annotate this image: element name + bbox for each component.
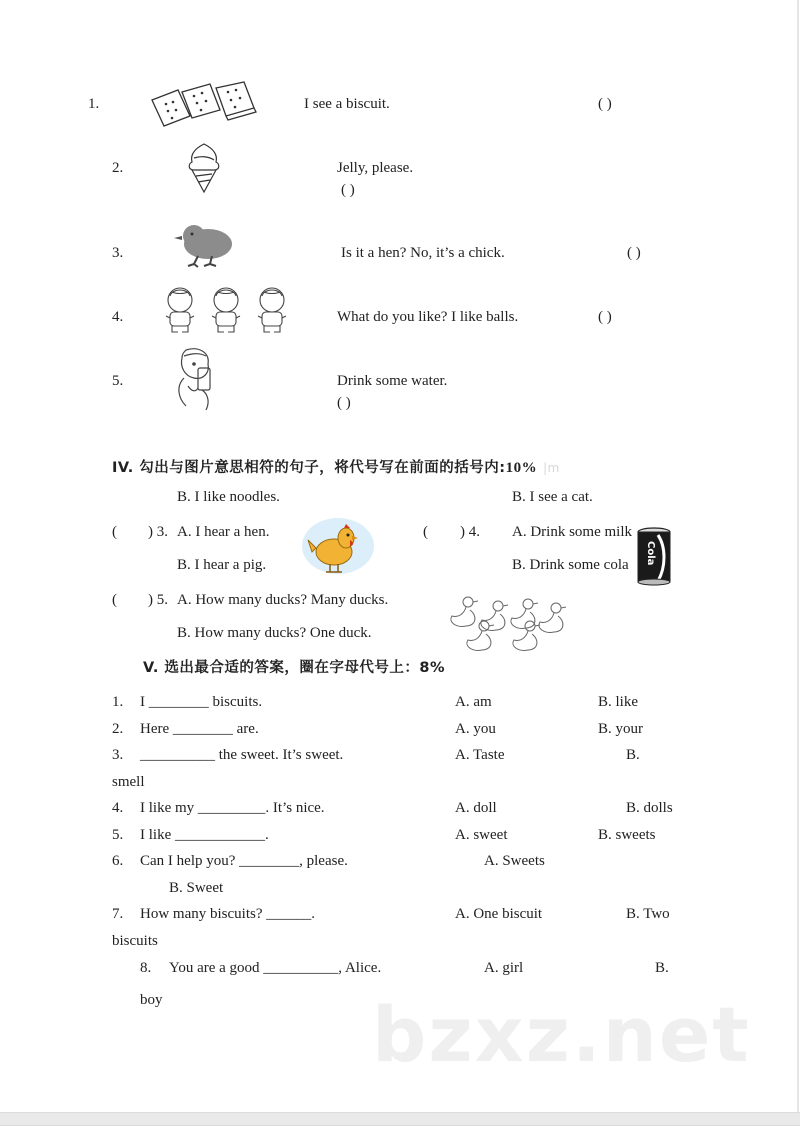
option-a: A. Drink some milk <box>512 524 632 540</box>
question-text: Here ________ are. <box>140 721 259 737</box>
section-v-title: V. 选出最合适的答案，圈在字母代号上： <box>143 660 420 676</box>
option-a[interactable]: A. girl <box>484 960 524 976</box>
section-iv-percent: 10% <box>505 460 538 476</box>
answer-bracket[interactable]: ( ) <box>341 182 355 198</box>
option-a[interactable]: A. sweet <box>455 827 508 843</box>
item-number: 1. <box>88 96 100 112</box>
option-a[interactable]: A. am <box>455 694 492 710</box>
option-b: B. How many ducks? One duck. <box>177 625 372 641</box>
question-number: 8. <box>140 960 152 976</box>
question-text: You are a good __________, Alice. <box>169 960 382 976</box>
option-b-wrap[interactable]: smell <box>112 774 145 790</box>
ice-cream-illustration <box>184 142 224 194</box>
option-b[interactable]: B. <box>626 747 640 763</box>
question-text: I like my _________. It’s nice. <box>140 800 325 816</box>
boy-drinking-illustration <box>162 346 238 414</box>
question-number: 5. <box>112 827 124 843</box>
watermark: bzxz.net <box>372 990 751 1079</box>
option-a[interactable]: A. One biscuit <box>455 906 543 922</box>
question-number: 7. <box>112 906 124 922</box>
item-sentence: I see a biscuit. <box>304 96 390 112</box>
question-number: ) 4. <box>460 524 480 540</box>
option-b[interactable]: B. sweets <box>598 827 656 843</box>
section-iv-title: IV. 勾出与图片意思相符的句子，将代号写在前面的括号内: <box>112 460 506 476</box>
option-b[interactable]: B. Two <box>626 906 670 922</box>
item-number: 2. <box>112 160 124 176</box>
question-number: ) 5. <box>148 592 168 608</box>
question-text: I ________ biscuits. <box>140 694 263 710</box>
hen-illustration <box>302 518 376 576</box>
section-v-heading <box>143 656 445 677</box>
section-v-percent: 8% <box>419 660 446 676</box>
item-sentence: Drink some water. <box>337 373 448 389</box>
option-a[interactable]: A. Sweets <box>484 853 545 869</box>
answer-bracket-open[interactable]: ( <box>423 524 428 540</box>
answer-bracket[interactable]: ( ) <box>598 309 612 325</box>
question-number: ) 3. <box>148 524 168 540</box>
biscuits-illustration <box>146 80 260 130</box>
page-separator <box>0 1112 800 1126</box>
option-b: B. I see a cat. <box>512 489 593 505</box>
chick-illustration <box>170 222 236 268</box>
option-b: B. Drink some cola <box>512 557 629 573</box>
answer-bracket-open[interactable]: ( <box>112 524 117 540</box>
option-a[interactable]: A. Taste <box>455 747 505 763</box>
option-b[interactable]: B. dolls <box>626 800 673 816</box>
option-b: B. I hear a pig. <box>177 557 267 573</box>
item-number: 5. <box>112 373 124 389</box>
question-number: 6. <box>112 853 124 869</box>
item-sentence: Is it a hen? No, it’s a chick. <box>341 245 505 261</box>
answer-bracket-open[interactable]: ( <box>112 592 117 608</box>
question-number: 1. <box>112 694 124 710</box>
section-iv-heading <box>112 456 560 477</box>
option-a[interactable]: A. doll <box>455 800 497 816</box>
question-text: Can I help you? ________, please. <box>140 853 348 869</box>
option-a[interactable]: A. you <box>455 721 496 737</box>
item-sentence: What do you like? I like balls. <box>337 309 519 325</box>
option-b-wrap[interactable]: boy <box>140 992 163 1008</box>
item-number: 3. <box>112 245 124 261</box>
answer-bracket[interactable]: ( ) <box>598 96 612 112</box>
option-b[interactable]: B. your <box>598 721 643 737</box>
option-b-wrap[interactable]: biscuits <box>112 933 158 949</box>
option-b: B. I like noodles. <box>177 489 280 505</box>
answer-bracket[interactable]: ( ) <box>337 395 351 411</box>
option-b[interactable]: B. like <box>598 694 638 710</box>
question-number: 4. <box>112 800 124 816</box>
item-number: 4. <box>112 309 124 325</box>
scan-artifact: |m <box>543 461 560 475</box>
cola-can-illustration <box>636 527 672 587</box>
option-a: A. How many ducks? Many ducks. <box>177 592 389 608</box>
question-number: 3. <box>112 747 124 763</box>
item-sentence: Jelly, please. <box>337 160 414 176</box>
question-text: __________ the sweet. It’s sweet. <box>140 747 344 763</box>
question-number: 2. <box>112 721 124 737</box>
option-b[interactable]: B. Sweet <box>169 880 224 896</box>
dolls-illustration <box>158 286 296 336</box>
question-text: I like ____________. <box>140 827 269 843</box>
answer-bracket[interactable]: ( ) <box>627 245 641 261</box>
option-b[interactable]: B. <box>655 960 669 976</box>
question-text: How many biscuits? ______. <box>140 906 315 922</box>
option-a: A. I hear a hen. <box>177 524 270 540</box>
ducks-illustration <box>446 594 572 656</box>
svg-text:Cola: Cola <box>645 541 656 566</box>
